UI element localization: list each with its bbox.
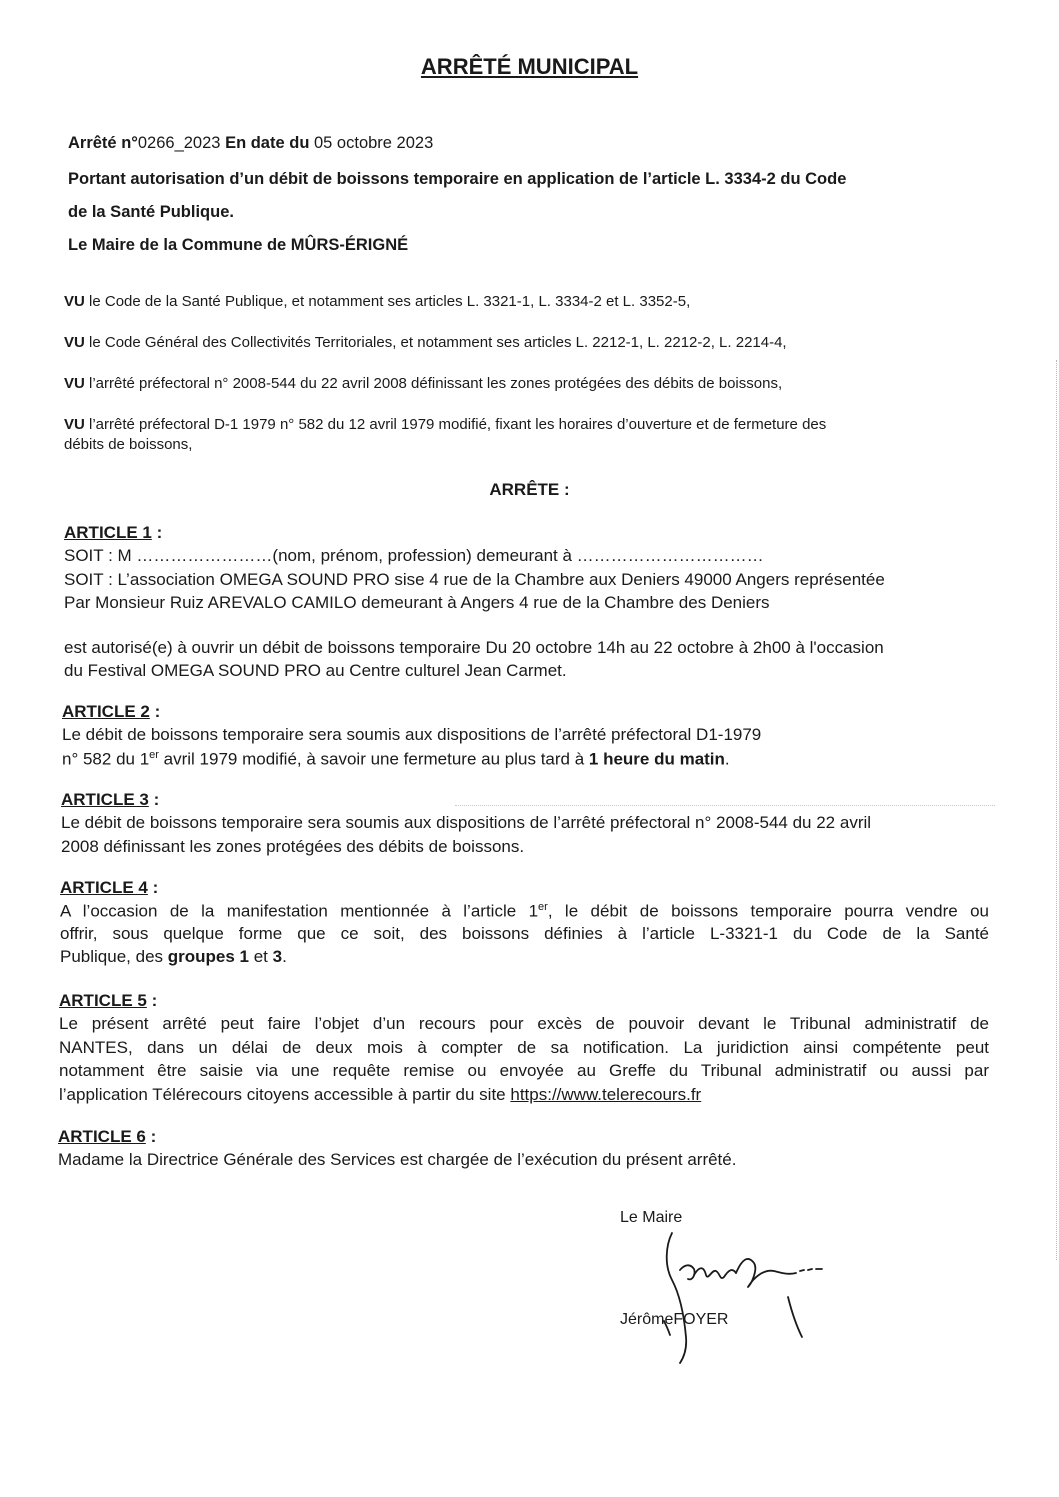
article-1-line: du Festival OMEGA SOUND PRO au Centre culturel Jean Carmet.: [64, 661, 567, 680]
article-1-heading: ARTICLE 1 :: [64, 523, 163, 542]
consideration-item: VU l’arrêté préfectoral D-1 1979 n° 582 du 12 avril 1979 modifié, fixant les horaires d’ouverture et de fermeture des: [64, 416, 827, 433]
handwritten-signature: [650, 1225, 850, 1365]
arrete-number: 0266_2023: [137, 134, 221, 152]
signature-name: JérômeFOYER: [620, 1311, 729, 1328]
article-1-line: SOIT : M ……………………(nom, prénom, profession) demeurant à ……………………………: [64, 546, 764, 565]
article-4-heading: ARTICLE 4 :: [60, 878, 159, 897]
signature-role: Le Maire: [620, 1209, 683, 1226]
article-5-line: NANTES, dans un délai de deux mois à compter de sa notification. La juridiction ainsi compétente peut: [59, 1038, 989, 1057]
scan-edge-artifact: [1055, 360, 1057, 1260]
consideration-item-continuation: débits de boissons,: [64, 436, 193, 453]
article-1-line: Par Monsieur Ruiz AREVALO CAMILO demeurant à Angers 4 rue de la Chambre des Deniers: [64, 593, 770, 612]
article-2-heading: ARTICLE 2 :: [62, 702, 161, 721]
article-1-line: est autorisé(e) à ouvrir un débit de boissons temporaire Du 20 octobre 14h au 22 octobre à 2h00 à l'occasion: [64, 638, 884, 657]
article-2-line: Le débit de boissons temporaire sera soumis aux dispositions de l’arrêté préfectoral D1-1979: [62, 725, 762, 744]
date-value: 05 octobre 2023: [314, 134, 434, 152]
consideration-item: VU le Code de la Santé Publique, et notamment ses articles L. 3321-1, L. 3334-2 et L. 3352-5,: [64, 293, 691, 310]
article-3-line: 2008 définissant les zones protégées des débits de boissons.: [61, 837, 525, 856]
article-4-line: offrir, sous quelque forme que ce soit, des boissons définies à l’article L-3321-1 du Code de la Santé: [60, 924, 989, 943]
document-title: ARRÊTÉ MUNICIPAL: [420, 54, 639, 79]
arrete-label: Arrêté n°: [68, 134, 138, 152]
consideration-item: VU le Code Général des Collectivités Territoriales, et notamment ses articles L. 2212-1, L. 2212-2, L. 2214-4,: [64, 334, 787, 351]
article-5-line: l’application Télérecours citoyens accessible à partir du site https://www.telerecours.fr: [59, 1085, 702, 1104]
date-label: En date du: [225, 134, 310, 152]
subject-line-2: de la Santé Publique.: [68, 203, 234, 221]
article-2-line: n° 582 du 1er avril 1979 modifié, à savoir une fermeture au plus tard à 1 heure du matin.: [62, 749, 730, 769]
article-4-line: Publique, des groupes 1 et 3.: [60, 947, 287, 966]
telerecours-link[interactable]: https://www.telerecours.fr: [510, 1085, 702, 1104]
subject-line-1: Portant autorisation d’un débit de boissons temporaire en application de l’article L. 3334-2 du Code: [68, 170, 847, 188]
article-5-line: Le présent arrêté peut faire l’objet d’un recours pour excès de pouvoir devant le Tribunal administratif de: [59, 1014, 989, 1033]
article-6-heading: ARTICLE 6 :: [58, 1127, 157, 1146]
arrete-reference: [68, 134, 433, 153]
article-6-line: Madame la Directrice Générale des Services est chargée de l’exécution du présent arrêté.: [58, 1150, 737, 1169]
article-4-line: A l’occasion de la manifestation mentionnée à l’article 1er, le débit de boissons temporaire pourra vendre ou: [60, 901, 989, 921]
arrete-heading: ARRÊTE :: [489, 480, 570, 499]
article-3-heading: ARTICLE 3 :: [61, 790, 160, 809]
scan-dotted-line: [455, 805, 995, 806]
consideration-item: VU l’arrêté préfectoral n° 2008-544 du 22 avril 2008 définissant les zones protégées des débits de boissons,: [64, 375, 783, 392]
article-5-line: notamment être saisie via une requête remise ou envoyée au Greffe du Tribunal administratif ou aussi par: [59, 1061, 989, 1080]
mayor-line: Le Maire de la Commune de MÛRS-ÉRIGNÉ: [68, 236, 409, 254]
article-3-line: Le débit de boissons temporaire sera soumis aux dispositions de l’arrêté préfectoral n° 2008-544 du 22 avril: [61, 813, 872, 832]
article-5-heading: ARTICLE 5 :: [59, 991, 158, 1010]
article-1-line: SOIT : L’association OMEGA SOUND PRO sise 4 rue de la Chambre aux Deniers 49000 Angers représentée: [64, 570, 885, 589]
